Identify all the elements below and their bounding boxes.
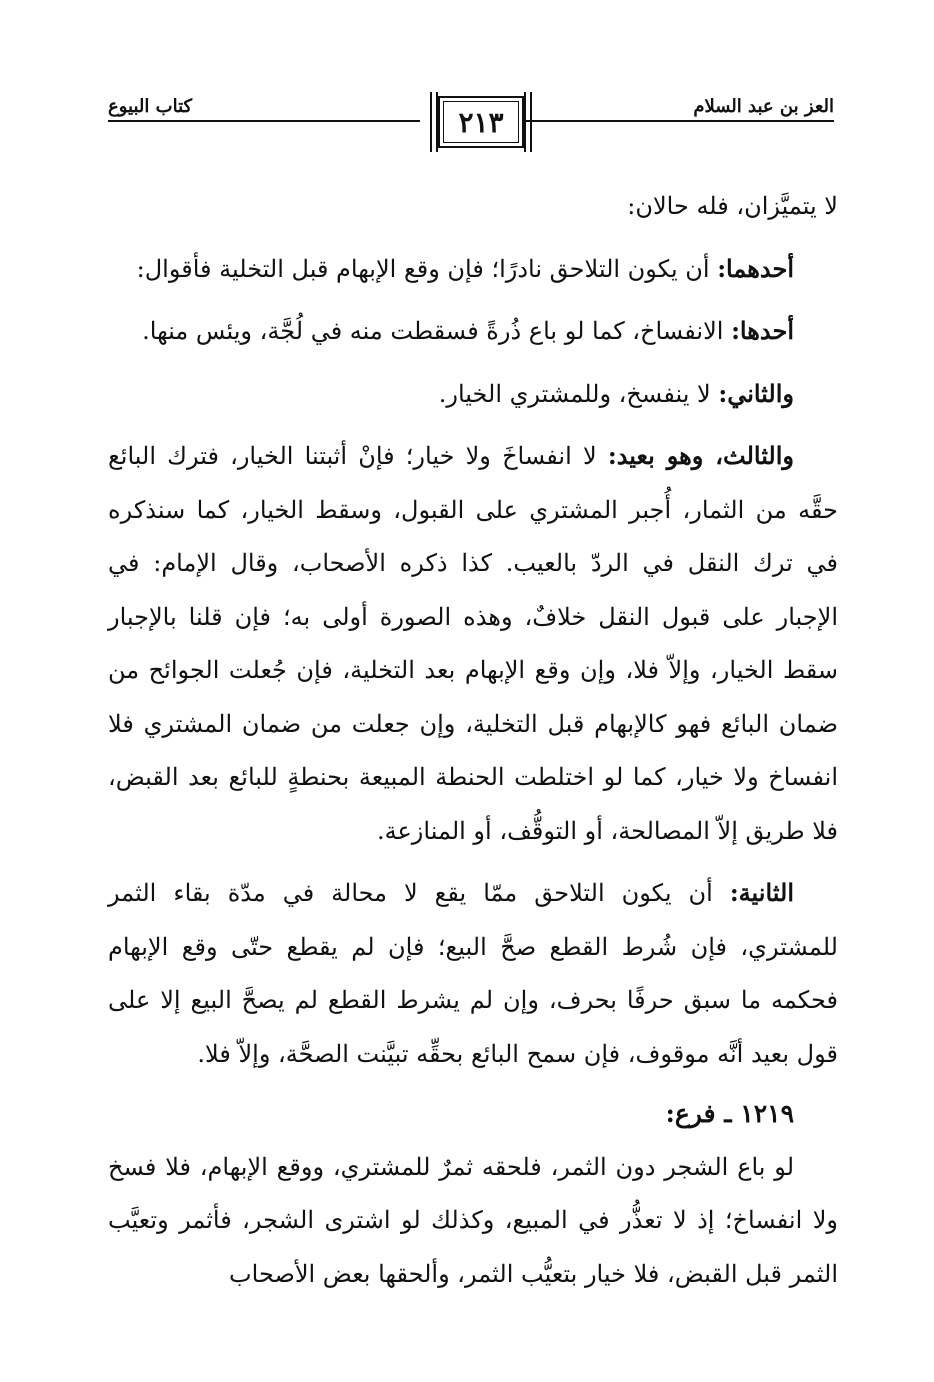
header-rule-left (108, 120, 420, 122)
page-header (108, 92, 834, 172)
header-author: العز بن عبد السلام (693, 96, 834, 117)
paragraph-6-text: أن يكون التلاحق ممّا يقع لا محالة في مدّة بقاء الثمر للمشتري، فإن شُرط القطع صحَّ البيع؛ فإن لم يقطع حتّى وقع الإبهام فحكمه ما سبق حرفًا بحرف، وإن لم يشرط القطع لم يصحَّ البيع إلا على قول بعيد أنَّه موقوف، فإن سمح البائع بحقِّه تبيَّنت الصحَّة، وإلاّ فلا. (108, 879, 839, 1068)
paragraph-2-text: أن يكون التلاحق نادرًا؛ فإن وقع الإبهام قبل التخلية فأقوال: (136, 254, 718, 283)
frame-pillar-left (430, 92, 438, 152)
paragraph-2-lead: أحدهما: (717, 253, 794, 283)
body-text (108, 180, 838, 1301)
paragraph-5 (108, 429, 838, 858)
paragraph-7-text: لو باع الشجر دون الثمر، فلحقه ثمرٌ للمشتري، ووقع الإبهام، فلا فسخ ولا انفساخ؛ إذ لا تعذُّر في المبيع، وكذلك لو اشترى الشجر، فأثمر وتعيَّب الثمر قبل القبض، فلا خيار بتعيُّب الثمر، وألحقها بعض الأصحاب (108, 1152, 838, 1288)
paragraph-3-text: الانفساخ، كما لو باع ذُرةً فسقطت منه في لُجَّة، ويئس منها. (142, 317, 732, 345)
header-rule-right (522, 120, 834, 122)
paragraph-3-lead: أحدها: (731, 316, 794, 345)
paragraph-7 (108, 1141, 838, 1302)
paragraph-3 (108, 304, 838, 359)
frame-pillar-right (524, 92, 532, 152)
paragraph-4 (108, 367, 838, 422)
paragraph-6 (108, 866, 838, 1081)
paragraph-4-lead: والثاني: (718, 378, 794, 408)
section-heading: ١٢١٩ ـ فرع: (665, 1099, 794, 1128)
paragraph-5-text: لا انفساخَ ولا خيار؛ فإنْ أثبتنا الخيار، فترك البائع حقَّه من الثمار، أُجبر المشتري على القبول، وسقط الخيار، كما سنذكره في ترك النقل في الردّ بالعيب. كذا ذكره الأصحاب، وقال الإمام: في الإجبار على قبول النقل خلافٌ، وهذه الصورة أولى به؛ فإن قلنا بالإجبار سقط الخيار، وإلاّ فلا، وإن وقع الإبهام بعد التخلية، فإن جُعلت الجوائح من ضمان البائع فهو كالإبهام قبل التخلية، وإن جعلت من ضمان المشتري فلا انفساخ ولا خيار، كما لو اختلطت الحنطة المبيعة بحنطةٍ للبائع بعد القبض، فلا طريق إلاّ المصالحة، أو التوقُّف، أو المنازعة. (108, 442, 839, 845)
paragraph-1 (108, 180, 838, 234)
paragraph-4-text: لا ينفسخ، وللمشتري الخيار. (438, 379, 719, 408)
page-number-frame (438, 96, 524, 148)
paragraph-5-lead: والثالث، وهو بعيد: (607, 441, 795, 470)
paragraph-2 (108, 242, 838, 297)
paragraph-6-lead: الثانية: (729, 878, 794, 907)
page-number: ٢١٣ (458, 105, 504, 139)
paragraph-1-text: لا يتميَّزان، فله حالان: (627, 192, 838, 220)
header-book-title: كتاب البيوع (108, 96, 193, 117)
